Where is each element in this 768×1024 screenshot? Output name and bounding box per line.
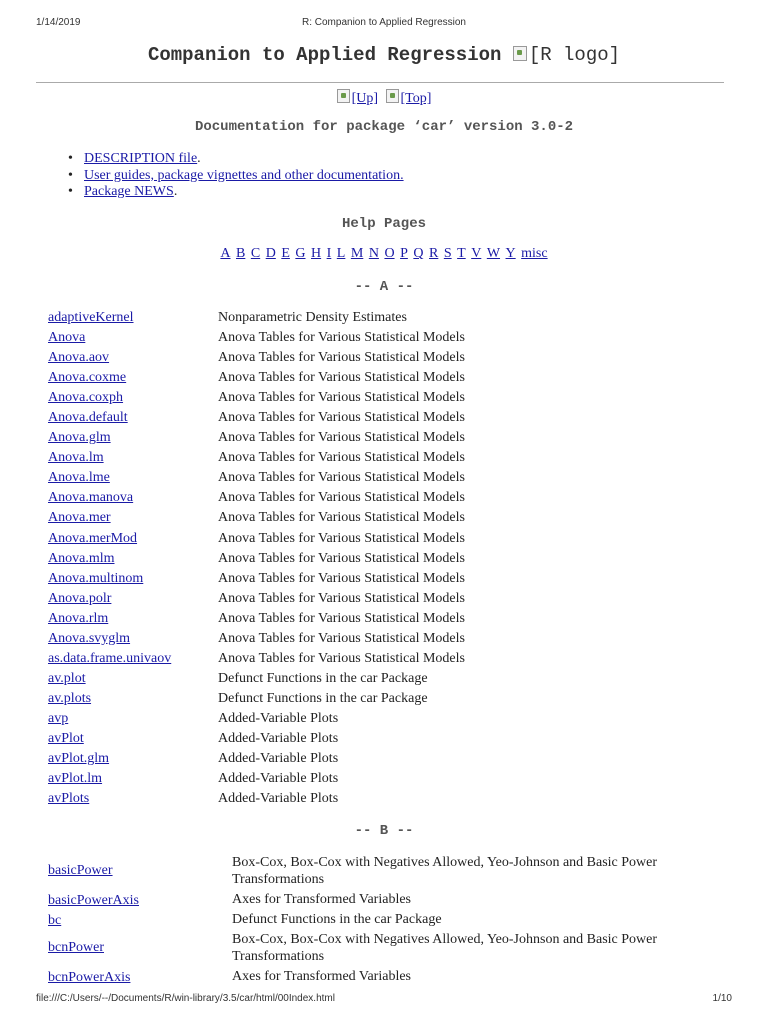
letter-link-b[interactable]: B	[236, 246, 246, 261]
topic-link[interactable]: bcnPower	[48, 940, 104, 956]
topic-description: Added-Variable Plots	[218, 710, 339, 726]
topic-link[interactable]: Anova.mlm	[48, 550, 115, 566]
index-row	[48, 467, 738, 487]
letter-link-n[interactable]: N	[368, 246, 379, 261]
topic-description: Anova Tables for Various Statistical Models	[218, 330, 465, 346]
topic-description: Axes for Transformed Variables	[232, 892, 411, 907]
index-row	[48, 548, 738, 568]
topic-description: Box-Cox, Box-Cox with Negatives Allowed, Yeo-Johnson and Basic Power Transformations	[232, 855, 658, 887]
index-row	[48, 853, 738, 890]
index-row	[48, 507, 738, 527]
index-row	[48, 967, 738, 987]
topic-description: Anova Tables for Various Statistical Models	[218, 390, 465, 406]
topic-link[interactable]: basicPowerAxis	[48, 893, 139, 908]
topic-link[interactable]: Anova.coxph	[48, 390, 124, 406]
topic-description: Anova Tables for Various Statistical Models	[218, 410, 465, 426]
letter-link-w[interactable]: W	[486, 246, 501, 261]
topic-link[interactable]: avPlot.lm	[48, 771, 103, 787]
topic-link[interactable]: basicPower	[48, 863, 113, 878]
topic-link[interactable]: Anova.lme	[48, 470, 110, 486]
letter-link-t[interactable]: T	[457, 246, 466, 261]
topic-description: Anova Tables for Various Statistical Models	[218, 370, 465, 386]
up-link[interactable]	[337, 91, 378, 106]
topic-description: Defunct Functions in the car Package	[218, 670, 428, 686]
topic-description: Anova Tables for Various Statistical Models	[218, 550, 465, 566]
topic-description: Box-Cox, Box-Cox with Negatives Allowed, Yeo-Johnson and Basic Power Transformations	[232, 932, 658, 964]
topic-link[interactable]: Anova.mer	[48, 510, 111, 526]
topic-description: Anova Tables for Various Statistical Models	[218, 570, 465, 586]
index-row	[48, 930, 738, 967]
section-heading-a: -- A --	[354, 279, 414, 295]
doc-link[interactable]: DESCRIPTION file	[84, 151, 198, 166]
topic-link[interactable]: adaptiveKernel	[48, 310, 134, 325]
broken-image-icon	[386, 89, 399, 103]
topic-description: Added-Variable Plots	[218, 730, 339, 746]
index-row	[48, 608, 738, 628]
topic-description: Added-Variable Plots	[218, 791, 339, 807]
topic-link[interactable]: Anova.polr	[48, 590, 112, 606]
top-link[interactable]	[386, 91, 432, 106]
topic-link[interactable]: av.plots	[48, 690, 92, 706]
r-logo-alt-text: [R logo]	[528, 44, 621, 66]
letter-link-v[interactable]: V	[471, 246, 482, 261]
topic-link[interactable]: Anova.svyglm	[48, 630, 131, 646]
letter-link-h[interactable]: H	[311, 246, 322, 261]
section-heading-b: -- B --	[354, 823, 414, 839]
index-row	[48, 768, 738, 788]
topic-description: Axes for Transformed Variables	[232, 969, 411, 985]
topic-link[interactable]: Anova.glm	[48, 430, 111, 446]
topic-link[interactable]: Anova.rlm	[48, 610, 109, 626]
broken-image-icon	[513, 46, 527, 61]
letter-link-s[interactable]: S	[443, 246, 452, 261]
index-row	[48, 347, 738, 367]
index-row	[48, 910, 738, 930]
documentation-links	[84, 151, 404, 201]
print-page-number: 1/10	[712, 993, 732, 1004]
topic-description: Anova Tables for Various Statistical Models	[218, 510, 465, 526]
topic-description: Anova Tables for Various Statistical Models	[218, 470, 465, 486]
help-pages-heading: Help Pages	[341, 216, 426, 232]
print-date: 1/14/2019	[36, 17, 81, 28]
doc-link-item	[84, 168, 404, 185]
up-link-label: [Up]	[351, 91, 379, 106]
letter-link-l[interactable]: L	[336, 246, 346, 261]
topic-description: Nonparametric Density Estimates	[218, 310, 407, 325]
topic-description: Anova Tables for Various Statistical Models	[218, 630, 465, 646]
topic-link[interactable]: Anova.multinom	[48, 570, 144, 586]
letter-link-o[interactable]: O	[384, 246, 395, 261]
index-row	[48, 427, 738, 447]
topic-description: Defunct Functions in the car Package	[218, 690, 428, 706]
header-divider	[36, 82, 724, 83]
index-row	[48, 588, 738, 608]
doc-link[interactable]: User guides, package vignettes and other documentation.	[84, 167, 404, 183]
index-row	[48, 387, 738, 407]
index-row	[48, 528, 738, 548]
topic-description: Anova Tables for Various Statistical Models	[218, 610, 465, 626]
page-title-text: Companion to Applied Regression	[147, 44, 502, 66]
index-row	[48, 327, 738, 347]
letter-link-y[interactable]: Y	[505, 246, 516, 261]
index-row	[48, 307, 738, 327]
topic-link[interactable]: Anova.lm	[48, 450, 104, 466]
topic-link[interactable]: Anova	[48, 330, 86, 346]
index-row	[48, 648, 738, 668]
topic-link[interactable]: Anova.coxme	[48, 370, 127, 386]
index-row	[48, 447, 738, 467]
print-url: file:///C:/Users/--/Documents/R/win-library/3.5/car/html/00Index.html	[36, 993, 335, 1004]
index-row	[48, 748, 738, 768]
letter-link-a[interactable]: A	[220, 246, 231, 261]
print-footer	[0, 993, 768, 1007]
topic-link[interactable]: avPlot.glm	[48, 751, 110, 767]
letter-link-c[interactable]: C	[250, 246, 261, 261]
nav-links	[0, 89, 768, 107]
print-page-title: R: Companion to Applied Regression	[302, 17, 466, 28]
letter-link-e[interactable]: E	[281, 246, 290, 261]
topic-description: Added-Variable Plots	[218, 771, 339, 787]
topic-description: Defunct Functions in the car Package	[232, 912, 442, 928]
topic-link[interactable]: Anova.aov	[48, 350, 110, 366]
letter-link-misc[interactable]: misc	[521, 246, 548, 261]
documentation-heading: Documentation for package ‘car’ version 3.0-2	[194, 119, 574, 135]
topic-description: Anova Tables for Various Statistical Models	[218, 430, 465, 446]
topic-description: Anova Tables for Various Statistical Models	[218, 590, 465, 606]
doc-link[interactable]: Package NEWS	[84, 184, 174, 199]
index-row	[48, 407, 738, 427]
index-row	[48, 367, 738, 387]
doc-link-item	[84, 184, 404, 201]
doc-link-item	[84, 151, 404, 168]
doc-link-suffix: .	[173, 184, 178, 199]
topic-link[interactable]: bcnPowerAxis	[48, 970, 131, 986]
topic-link[interactable]: avPlots	[48, 791, 90, 807]
index-row	[48, 568, 738, 588]
index-row	[48, 688, 738, 708]
topic-link[interactable]: avp	[48, 710, 69, 726]
page-title	[0, 44, 768, 66]
section-b-entries	[48, 853, 738, 987]
index-row	[48, 890, 738, 910]
topic-description: Anova Tables for Various Statistical Models	[218, 450, 465, 466]
letter-link-q[interactable]: Q	[413, 246, 424, 261]
topic-description: Anova Tables for Various Statistical Models	[218, 350, 465, 366]
topic-link[interactable]: Anova.manova	[48, 490, 134, 506]
index-row	[48, 668, 738, 688]
letter-link-g[interactable]: G	[295, 246, 306, 261]
r-logo-broken-image	[513, 44, 620, 66]
topic-description: Anova Tables for Various Statistical Models	[218, 530, 465, 546]
topic-link[interactable]: bc	[48, 913, 62, 929]
topic-link[interactable]: Anova.merMod	[48, 530, 138, 546]
index-row	[48, 728, 738, 748]
letter-link-i[interactable]: I	[326, 246, 332, 261]
letter-link-p[interactable]: P	[400, 246, 408, 261]
index-row	[48, 628, 738, 648]
section-a-entries	[48, 307, 738, 808]
topic-description: Anova Tables for Various Statistical Models	[218, 490, 465, 506]
top-link-label: [Top]	[400, 91, 432, 106]
broken-image-icon	[337, 89, 350, 103]
topic-link[interactable]: avPlot	[48, 730, 84, 746]
index-row	[48, 708, 738, 728]
print-header	[0, 17, 768, 31]
doc-link-suffix: .	[197, 151, 201, 166]
index-row	[48, 487, 738, 507]
letter-link-d[interactable]: D	[265, 246, 276, 261]
letter-link-m[interactable]: M	[350, 246, 364, 261]
topic-link[interactable]: as.data.frame.univaov	[48, 650, 172, 666]
letter-link-r[interactable]: R	[428, 246, 439, 261]
topic-link[interactable]: av.plot	[48, 670, 86, 686]
topic-link[interactable]: Anova.default	[48, 410, 128, 426]
index-row	[48, 788, 738, 808]
letter-index	[0, 246, 768, 262]
topic-description: Anova Tables for Various Statistical Models	[218, 650, 465, 666]
topic-description: Added-Variable Plots	[218, 751, 339, 767]
